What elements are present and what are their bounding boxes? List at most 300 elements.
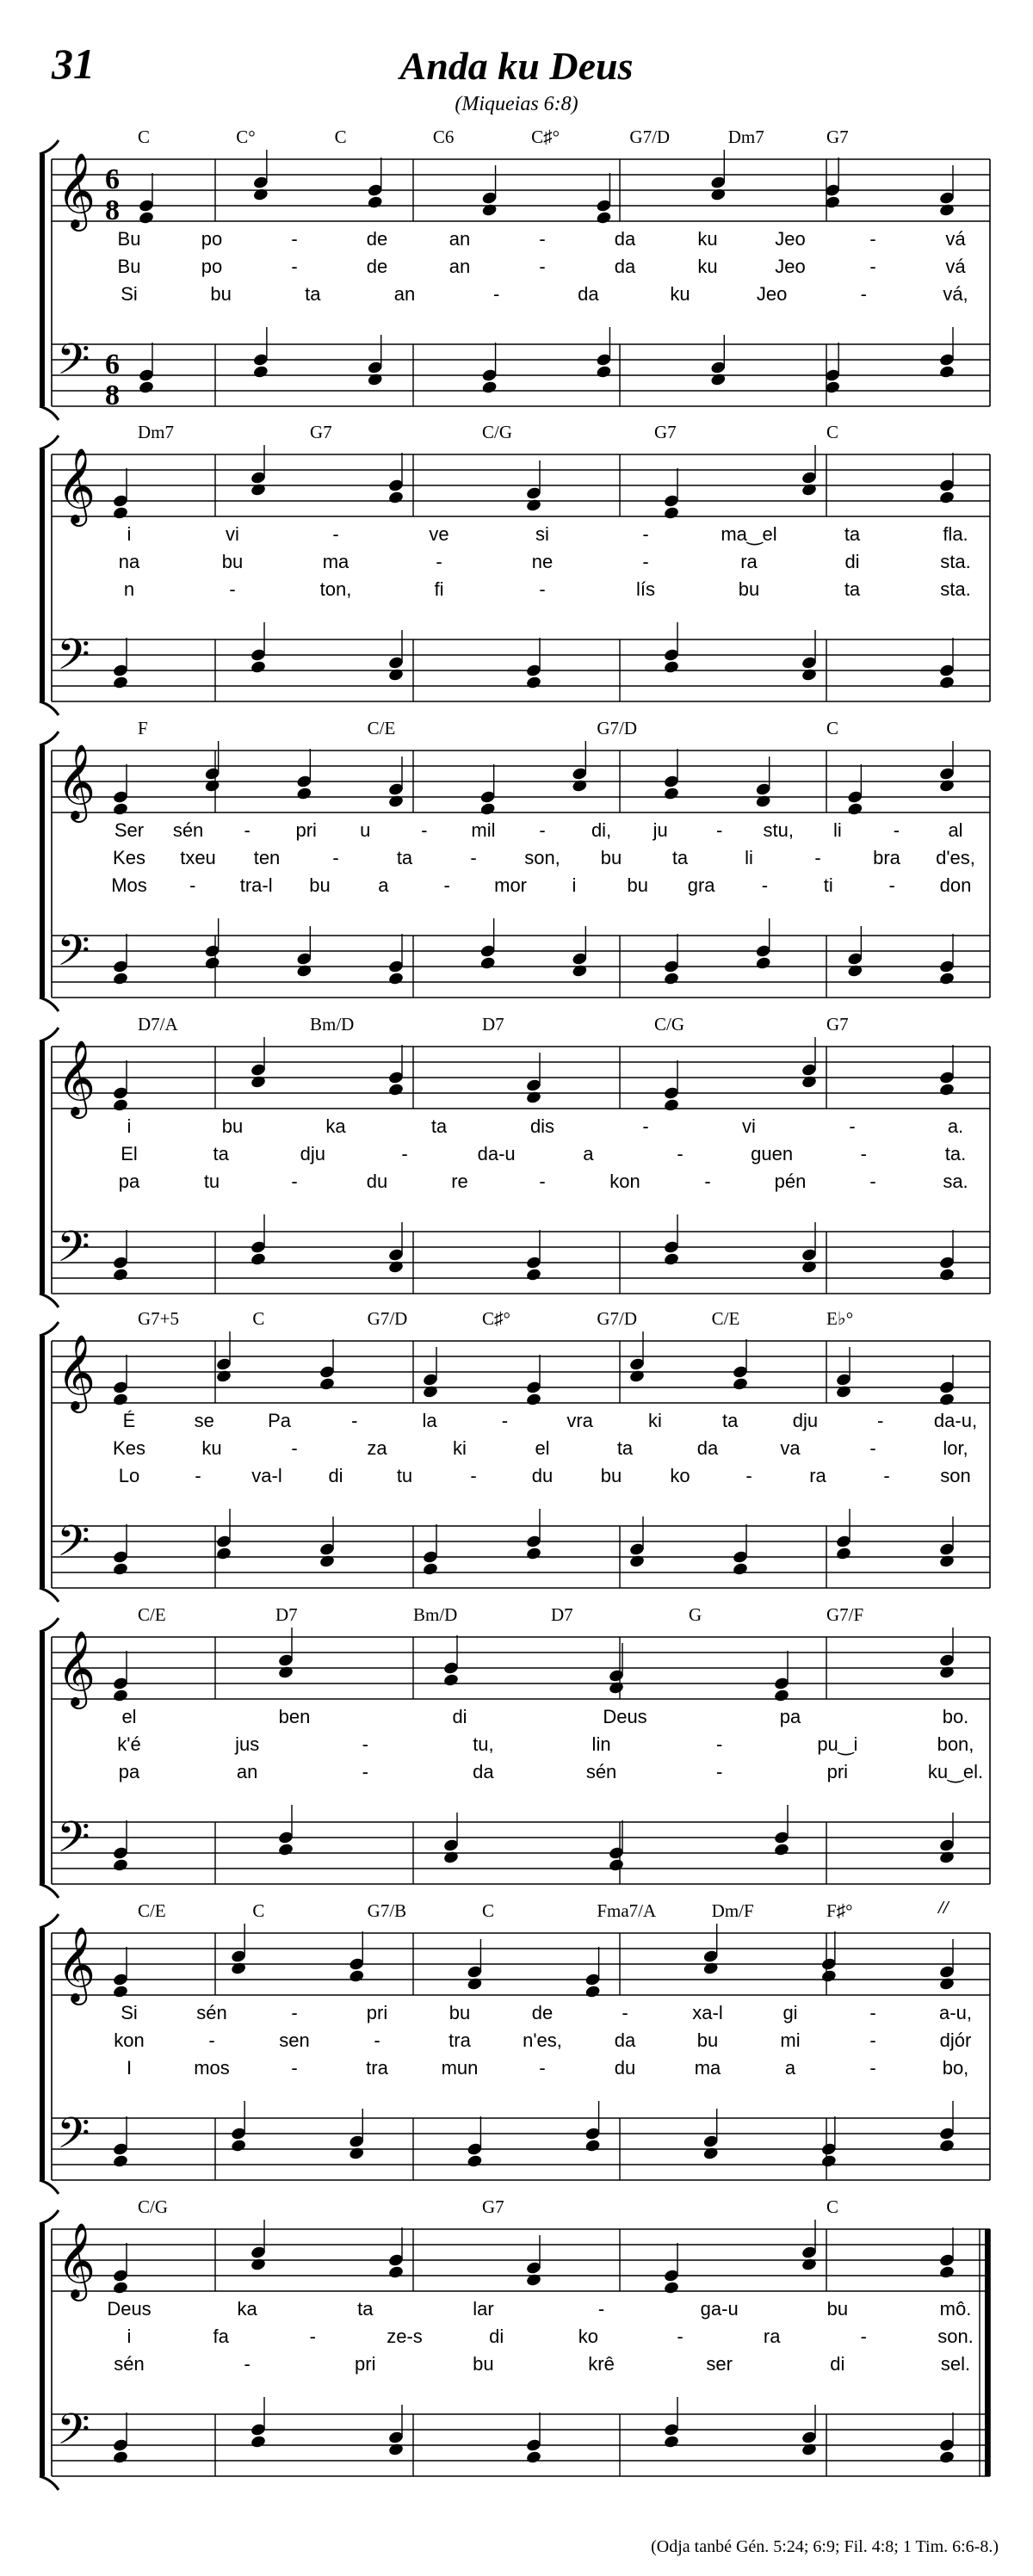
lyric-syllable: ju [653,819,668,841]
chord-symbol: C6 [432,127,455,147]
lyric-syllable: an [393,283,416,305]
lyric-syllable: - [229,578,236,600]
lyric-syllable: - [351,1410,358,1431]
chord-symbol: Bm/D [413,1604,458,1625]
lyric-syllable: - [622,2002,628,2023]
lyric-syllable: bu [309,874,331,896]
chord-symbol: C/G [654,1014,685,1035]
lyric-syllable: - [443,874,450,896]
lyric-syllable: a [378,874,389,896]
lyric-syllable: - [362,1761,368,1782]
svg-text:8: 8 [105,195,120,226]
lyric-syllable: - [869,1437,876,1459]
lyric-syllable: n [123,578,135,600]
lyric-syllable: Jeo [756,283,788,305]
chord-symbol: C/E [138,1604,166,1625]
chord-symbol: G7+5 [138,1308,180,1329]
svg-text:𝄢: 𝄢 [57,2405,90,2465]
lyric-syllable: lin [591,1733,611,1755]
lyric-syllable: - [539,256,546,277]
lyric-syllable: ta [721,1410,739,1431]
lyric-syllable: da [578,283,599,305]
lyric-syllable: xa-l [692,2002,723,2023]
lyric-syllable: - [436,551,442,572]
lyric-syllable: - [539,1171,546,1192]
lyric-syllable: pri [826,1761,849,1782]
lyric-syllable: sta. [940,551,971,572]
lyric-syllable: - [716,1733,723,1755]
svg-text:𝄞: 𝄞 [57,1629,96,1706]
lyric-syllable: sén [585,1761,617,1782]
chord-symbol: C/G [482,422,513,442]
lyric-syllable: Kes [113,847,145,868]
chord-symbol: C/E [367,718,396,738]
lyric-syllable: a. [947,1115,964,1137]
lyric-syllable: ka [237,2298,257,2320]
lyric-syllable: lor, [943,1437,968,1459]
chord-symbol: C/E [138,1900,166,1921]
lyric-syllable: mun [441,2057,479,2079]
lyric-syllable: sén [196,2002,227,2023]
lyric-syllable: bo. [942,1706,969,1727]
lyric-syllable: ko [578,2326,598,2347]
lyric-syllable: pa [118,1171,140,1192]
lyric-syllable: gi [782,2002,798,2023]
lyric-syllable: a-u, [939,2002,972,2023]
lyric-syllable: ku [670,283,690,305]
lyric-syllable: guen [751,1143,794,1164]
lyric-syllable: ser [706,2353,733,2375]
lyric-syllable: re [451,1171,468,1192]
lyric-syllable: kon [114,2029,145,2051]
lyric-syllable: - [421,819,428,841]
lyric-syllable: ga-u [700,2298,739,2320]
lyric-syllable: ku [697,256,718,277]
lyric-syllable: - [309,2326,316,2347]
lyric-syllable: di, [591,819,612,841]
lyric-syllable: pri [366,2002,388,2023]
lyric-syllable: - [716,819,723,841]
lyric-syllable: i [127,523,132,545]
lyric-syllable: pu‿i [817,1733,858,1755]
chord-symbol: F [138,718,148,738]
chord-symbol: C [826,2196,839,2217]
music-system [0,707,1033,1017]
lyric-syllable: fa [213,2326,229,2347]
svg-text:𝄢: 𝄢 [57,1517,90,1577]
lyric-syllable: - [642,1115,649,1137]
lyric-syllable: djór [939,2029,972,2051]
chord-symbol: G7/D [597,718,637,738]
staff-system [0,1298,1033,1608]
lyric-syllable: ta [213,1143,229,1164]
chord-symbol: E♭° [826,1308,854,1329]
chord-symbol: G7 [826,1014,849,1035]
lyric-syllable: - [869,2002,876,2023]
lyric-syllable: ze-s [387,2326,423,2347]
lyric-syllable: i [572,874,577,896]
lyric-syllable: po [201,256,223,277]
lyric-syllable: pri [295,819,317,841]
lyric-syllable: tu [203,1171,220,1192]
lyric-syllable: Deus [107,2298,152,2320]
lyric-syllable: - [195,1465,201,1486]
chord-symbol: C♯° [531,127,560,147]
chord-symbol: D7 [551,1604,573,1625]
lyric-syllable: da-u [477,1143,516,1164]
staff-system [0,1594,1033,1904]
chord-symbol: G7 [826,127,849,147]
lyric-syllable: da [614,228,636,250]
lyric-syllable: sén [172,819,204,841]
lyric-syllable: za [367,1437,387,1459]
lyric-syllable: ta [616,1437,634,1459]
staff-system [0,411,1033,721]
lyric-syllable: u [360,819,371,841]
lyric-syllable: ku [697,228,718,250]
lyric-syllable: - [291,2057,298,2079]
lyric-syllable: ku‿el. [927,1761,984,1782]
lyric-syllable: - [597,2298,605,2320]
lyric-syllable: bu [600,847,622,868]
lyric-syllable: fla. [943,523,968,545]
lyric-syllable: - [893,819,900,841]
lyric-syllable: dis [529,1115,555,1137]
lyric-syllable: di [830,2353,845,2375]
chord-symbol: G7 [482,2196,504,2217]
lyric-syllable: el [535,1437,550,1459]
chord-symbol: G7/D [597,1308,637,1329]
lyric-syllable: ra [809,1465,826,1486]
lyric-syllable: - [888,874,895,896]
chord-symbol: D7 [275,1604,298,1625]
chord-symbol: Bm/D [310,1014,355,1035]
chord-symbol: G [689,1604,702,1625]
lyric-syllable: - [291,2002,298,2023]
lyric-syllable: de [366,256,388,277]
lyric-syllable: tu, [473,1733,494,1755]
lyric-syllable: txeu [180,847,216,868]
lyric-syllable: - [869,2057,876,2079]
svg-text:6: 6 [105,349,120,380]
lyric-syllable: ton, [319,578,352,600]
lyric-syllable: vá [945,228,966,250]
svg-text:𝄞: 𝄞 [57,151,96,228]
music-system [0,2186,1033,2496]
lyric-syllable: el [121,1706,137,1727]
chord-symbol: C [826,718,839,738]
lyric-syllable: a [583,1143,594,1164]
lyric-syllable: ti [823,874,833,896]
lyric-syllable: - [501,1410,509,1431]
lyric-syllable: ta [396,847,413,868]
lyric-syllable: jus [235,1733,260,1755]
lyric-syllable: du [366,1171,388,1192]
chord-symbol: G7/B [367,1900,407,1921]
lyric-syllable: la [422,1410,437,1431]
lyric-syllable: de [366,228,388,250]
lyric-syllable: da [614,256,636,277]
chord-symbol: C [138,127,151,147]
lyric-syllable: bra [873,847,900,868]
hymn-title: Anda ku Deus [399,44,634,88]
svg-text:8: 8 [105,380,120,411]
lyric-syllable: tra-l [239,874,273,896]
lyric-syllable: - [716,1761,723,1782]
lyric-syllable: al [948,819,963,841]
lyric-syllable: ta [844,523,861,545]
lyric-syllable: - [332,847,339,868]
lyric-syllable: dju [792,1410,819,1431]
music-system [0,1890,1033,2200]
lyric-syllable: - [244,2353,251,2375]
lyric-syllable: ra [763,2326,781,2347]
lyric-syllable: de [531,2002,554,2023]
staff-system [0,2186,1033,2496]
lyric-syllable: li [832,819,842,841]
lyric-syllable: ta [430,1115,448,1137]
lyric-syllable: - [877,1410,884,1431]
lyric-syllable: mi [780,2029,801,2051]
lyric-syllable: ben [278,1706,311,1727]
lyric-syllable: va-l [251,1465,282,1486]
lyric-syllable: - [869,256,876,277]
lyric-syllable: ku [201,1437,222,1459]
lyric-syllable: sén [114,2353,145,2375]
lyric-syllable: Bu [117,228,141,250]
lyric-syllable: sa. [943,1171,968,1192]
lyric-syllable: mor [494,874,528,896]
chord-symbol: C [252,1900,265,1921]
lyric-syllable: Pa [268,1410,291,1431]
lyric-syllable: sel. [940,2353,971,2375]
lyric-syllable: - [642,551,649,572]
lyric-syllable: ra [740,551,758,572]
lyric-syllable: ka [325,1115,346,1137]
lyric-syllable: bu [473,2353,494,2375]
chord-symbol: G7/D [629,127,671,147]
staff-system [0,116,1033,426]
lyric-syllable: mos [194,2057,230,2079]
lyric-syllable: an [448,256,471,277]
lyric-syllable: ta [671,847,689,868]
chord-symbol: G7/D [367,1308,408,1329]
lyric-syllable: ma‿el [721,523,777,545]
lyric-syllable: bu [696,2029,719,2051]
lyric-syllable: ve [429,523,449,545]
lyric-syllable: tu [396,1465,413,1486]
staff-system [0,1004,1033,1313]
chord-symbol: D7/A [138,1014,178,1035]
lyric-syllable: son. [937,2326,974,2347]
lyric-syllable: - [814,847,821,868]
lyric-syllable: bu [221,1115,244,1137]
lyric-syllable: fi [434,578,444,600]
svg-text:𝄞: 𝄞 [57,1925,96,2002]
chord-symbol: C♯° [482,1308,510,1329]
lyric-syllable: d'es, [936,847,975,868]
lyric-syllable: - [291,1171,298,1192]
lyric-syllable: bu [600,1465,622,1486]
footnote: (Odja tanbé Gén. 5:24; 6:9; Fil. 4:8; 1 Tim. 6:6-8.) [651,2537,999,2556]
lyric-syllable: ta [305,283,321,305]
lyric-syllable: - [208,2029,215,2051]
lyric-syllable: - [470,847,477,868]
chord-symbol: C [334,127,347,147]
chord-symbol: Fma7/A [597,1900,657,1921]
lyric-syllable: - [677,2326,684,2347]
lyric-syllable: da-u, [933,1410,978,1431]
lyric-syllable: pa [779,1706,801,1727]
lyric-syllable: di [844,551,860,572]
lyric-syllable: tra [448,2029,471,2051]
svg-text:6: 6 [105,164,120,195]
chord-symbol: F♯° [826,1900,853,1921]
lyric-syllable: - [849,1115,856,1137]
lyric-syllable: a [784,2057,796,2079]
lyric-syllable: pén [774,1171,807,1192]
lyric-syllable: gra [687,874,715,896]
lyric-syllable: - [539,819,546,841]
svg-text:𝄢: 𝄢 [57,926,90,986]
lyric-syllable: mil [471,819,496,841]
lyric-syllable: Lo [118,1465,140,1486]
svg-text:𝄢: 𝄢 [57,630,90,690]
lyric-syllable: - [869,228,876,250]
music-system [0,116,1033,426]
lyric-syllable: ta [357,2298,374,2320]
lyric-syllable: - [860,283,867,305]
lyric-syllable: lís [636,578,655,600]
svg-text:𝄢: 𝄢 [57,2109,90,2169]
lyric-syllable: - [860,2326,867,2347]
chord-symbol: C [826,422,839,442]
lyric-syllable: bu [448,2002,471,2023]
chord-symbol: C [482,1900,495,1921]
lyric-syllable: - [869,1171,876,1192]
lyric-syllable: ko [670,1465,690,1486]
svg-text:𝄞: 𝄞 [57,2221,96,2298]
svg-text:𝄞: 𝄞 [57,1333,96,1410]
lyric-syllable: bu [627,874,649,896]
lyric-syllable: - [883,1465,890,1486]
lyric-syllable: ten [253,847,281,868]
lyric-syllable: dju [300,1143,326,1164]
lyric-syllable: Ser [114,819,145,841]
chord-symbol: C [252,1308,265,1329]
chord-symbol: Dm/F [711,1900,754,1921]
svg-text:𝄢: 𝄢 [57,1222,90,1282]
lyric-syllable: I [126,2057,133,2079]
lyric-syllable: na [118,551,140,572]
lyric-syllable: Jeo [775,256,806,277]
lyric-syllable: i [127,2326,132,2347]
lyric-syllable: pri [355,2353,376,2375]
lyric-syllable: - [761,874,769,896]
lyric-syllable: Bu [117,256,141,277]
lyric-syllable: bu [738,578,760,600]
chord-symbol: C° [236,127,256,147]
lyric-syllable: - [704,1171,711,1192]
lyric-syllable: ta [844,578,861,600]
lyric-syllable: di [328,1465,343,1486]
chord-symbol: C/G [138,2196,169,2217]
lyric-syllable: vi [226,523,239,545]
lyric-syllable: an [448,228,471,250]
lyric-syllable: li [745,847,753,868]
lyric-syllable: - [539,2057,546,2079]
lyric-syllable: bon, [937,1733,974,1755]
lyric-syllable: du [531,1465,554,1486]
lyric-syllable: - [374,2029,380,2051]
lyric-syllable: - [401,1143,408,1164]
lyric-syllable: Si [121,2002,138,2023]
lyric-syllable: pa [118,1761,140,1782]
lyric-syllable: - [362,1733,368,1755]
lyric-syllable: - [539,578,546,600]
svg-text:𝄞: 𝄞 [57,1039,96,1115]
lyric-syllable: sta. [940,578,971,600]
lyric-syllable: - [869,2029,876,2051]
chord-symbol: G7 [654,422,677,442]
chord-symbol: C/E [711,1308,740,1329]
lyric-syllable: vá, [943,283,968,305]
lyric-syllable: k'é [117,1733,141,1755]
lyric-syllable: va [780,1437,801,1459]
lyric-syllable: ta. [944,1143,967,1164]
lyric-syllable: da [473,1761,494,1782]
lyric-syllable: vá [945,256,966,277]
svg-text:𝄢: 𝄢 [57,335,90,395]
lyric-syllable: bu [210,283,232,305]
lyric-syllable: du [614,2057,636,2079]
lyric-syllable: ma [694,2057,721,2079]
music-system [0,1594,1033,1904]
lyric-syllable: si [535,523,549,545]
lyric-syllable: - [492,283,500,305]
lyric-syllable: - [745,1465,752,1486]
lyric-syllable: don [939,874,972,896]
lyric-syllable: son [940,1465,971,1486]
lyric-syllable: se [194,1410,214,1431]
lyric-syllable: i [127,1115,132,1137]
svg-text:𝄞: 𝄞 [57,743,96,819]
lyric-syllable: po [201,228,223,250]
svg-text:𝄢: 𝄢 [57,1813,90,1873]
lyric-syllable: di [489,2326,504,2347]
lyric-syllable: kon [609,1171,640,1192]
lyric-syllable: da [696,1437,719,1459]
lyric-syllable: - [291,1437,298,1459]
lyric-syllable: Kes [113,1437,145,1459]
lyric-syllable: - [677,1143,684,1164]
lyric-syllable: - [291,228,298,250]
lyric-syllable: - [860,1143,867,1164]
lyric-syllable: ki [647,1410,662,1431]
chord-symbol: Dm7 [138,422,174,442]
lyric-syllable: vra [566,1410,593,1431]
chord-symbol: G7 [310,422,332,442]
lyric-syllable: bu [826,2298,849,2320]
svg-text:𝄞: 𝄞 [57,447,96,523]
lyric-syllable: bu [221,551,244,572]
lyric-syllable: ki [453,1437,467,1459]
lyric-syllable: sen [279,2029,310,2051]
lyric-syllable: Si [121,283,138,305]
lyric-syllable: lar [473,2298,494,2320]
lyric-syllable: Mos [111,874,147,896]
lyric-syllable: vi [742,1115,756,1137]
